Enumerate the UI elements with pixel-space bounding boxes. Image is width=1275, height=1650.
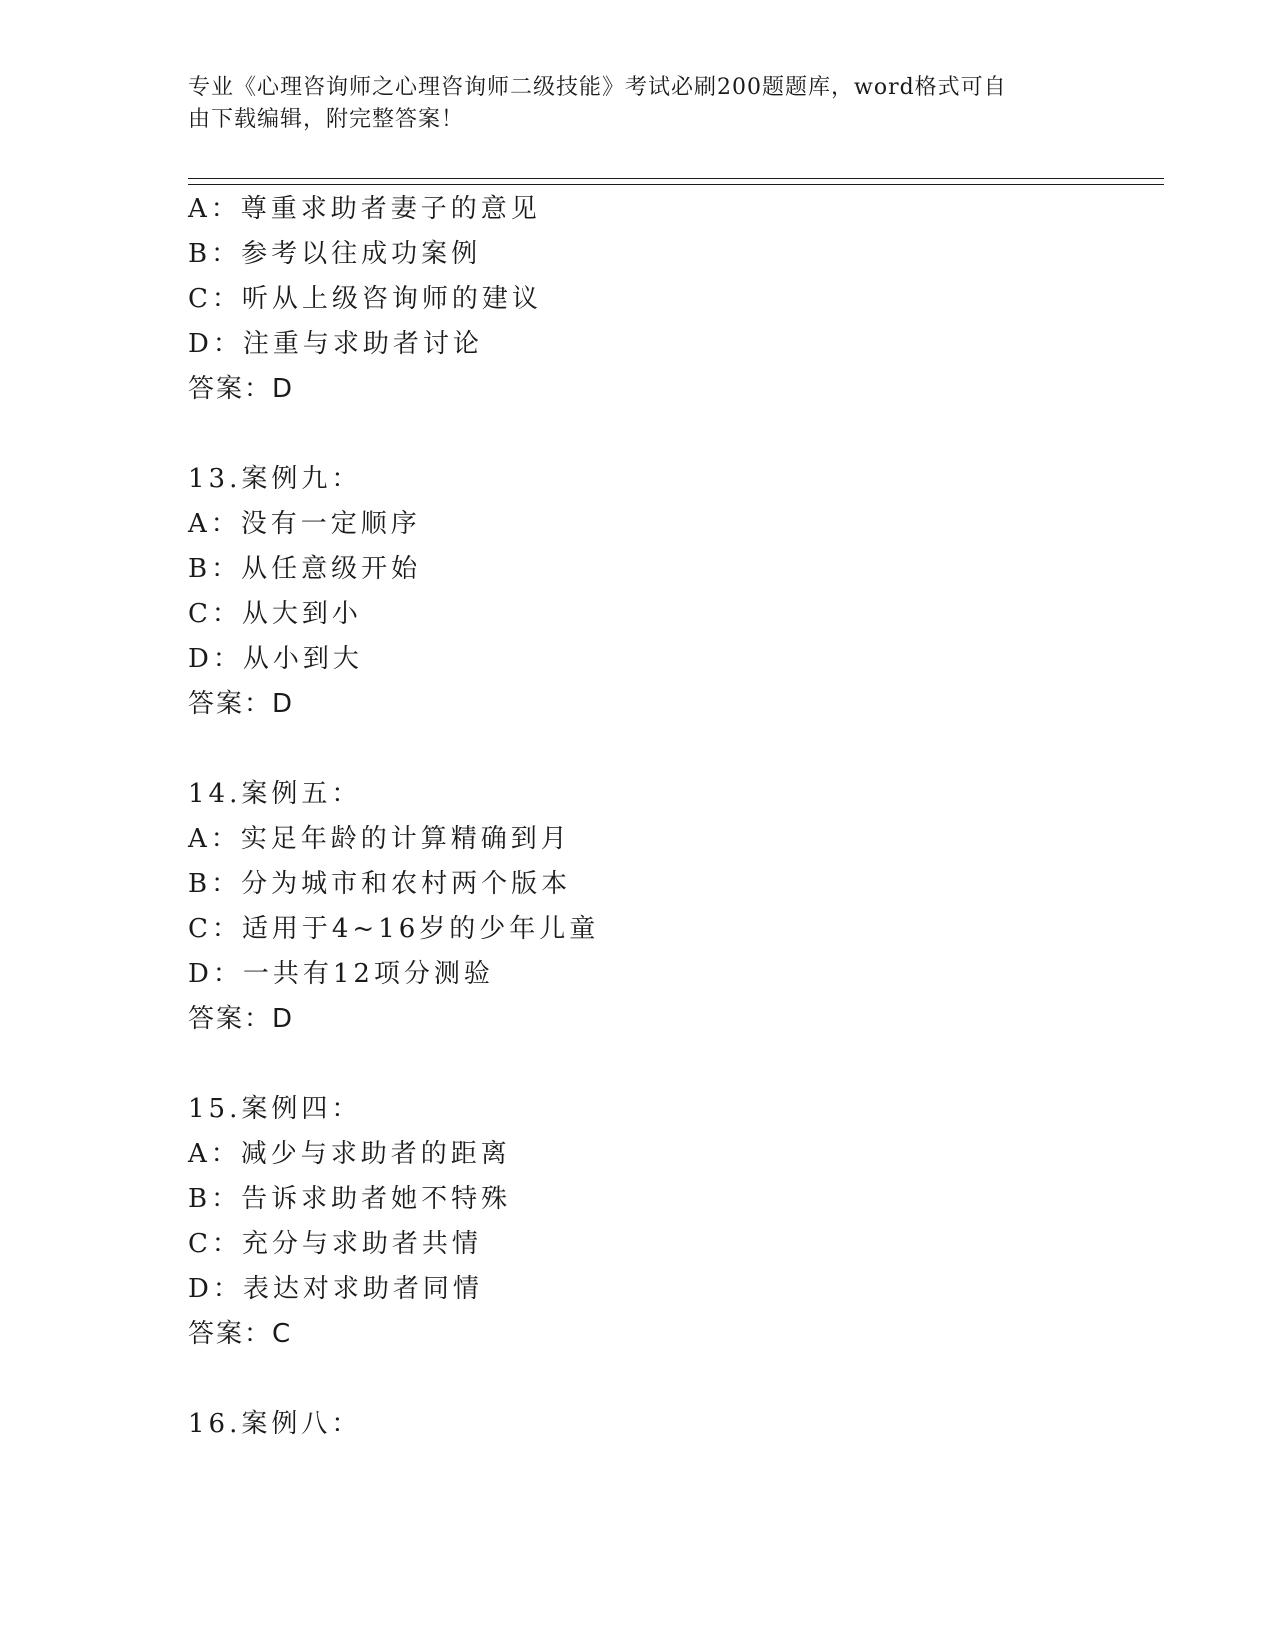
answer-line: 答案：C xyxy=(188,1319,293,1349)
answer-line: 答案：D xyxy=(188,1004,295,1034)
option-b: B：告诉求助者她不特殊 xyxy=(188,1184,512,1214)
document-header xyxy=(188,72,1068,136)
option-c: C：适用于4~16岁的少年儿童 xyxy=(188,914,600,944)
question-title: 14.案例五： xyxy=(188,779,362,809)
option-a: A：没有一定顺序 xyxy=(188,509,421,539)
header-line-2: 由下载编辑，附完整答案！ xyxy=(188,107,465,132)
header-divider-top xyxy=(188,178,1164,179)
option-c: C：从大到小 xyxy=(188,599,362,629)
answer-line: 答案：D xyxy=(188,689,295,719)
option-b: B：参考以往成功案例 xyxy=(188,239,482,269)
answer-line: 答案：D xyxy=(188,374,295,404)
question-title: 16.案例八： xyxy=(188,1409,362,1439)
option-a: A：尊重求助者妻子的意见 xyxy=(188,194,541,224)
option-d: D：从小到大 xyxy=(188,644,363,674)
header-divider-bottom xyxy=(188,184,1164,185)
option-d: D：表达对求助者同情 xyxy=(188,1274,483,1304)
question-title: 13.案例九： xyxy=(188,464,362,494)
option-d: D：注重与求助者讨论 xyxy=(188,329,483,359)
option-a: A：实足年龄的计算精确到月 xyxy=(188,824,571,854)
option-b: B：从任意级开始 xyxy=(188,554,422,584)
option-c: C：充分与求助者共情 xyxy=(188,1229,482,1259)
question-title: 15.案例四： xyxy=(188,1094,362,1124)
option-b: B：分为城市和农村两个版本 xyxy=(188,869,572,899)
option-d: D：一共有12项分测验 xyxy=(188,959,494,989)
option-c: C：听从上级咨询师的建议 xyxy=(188,284,542,314)
option-a: A：减少与求助者的距离 xyxy=(188,1139,511,1169)
header-line-1: 专业《心理咨询师之心理咨询师二级技能》考试必刷200题题库，word格式可自 xyxy=(188,75,1007,100)
